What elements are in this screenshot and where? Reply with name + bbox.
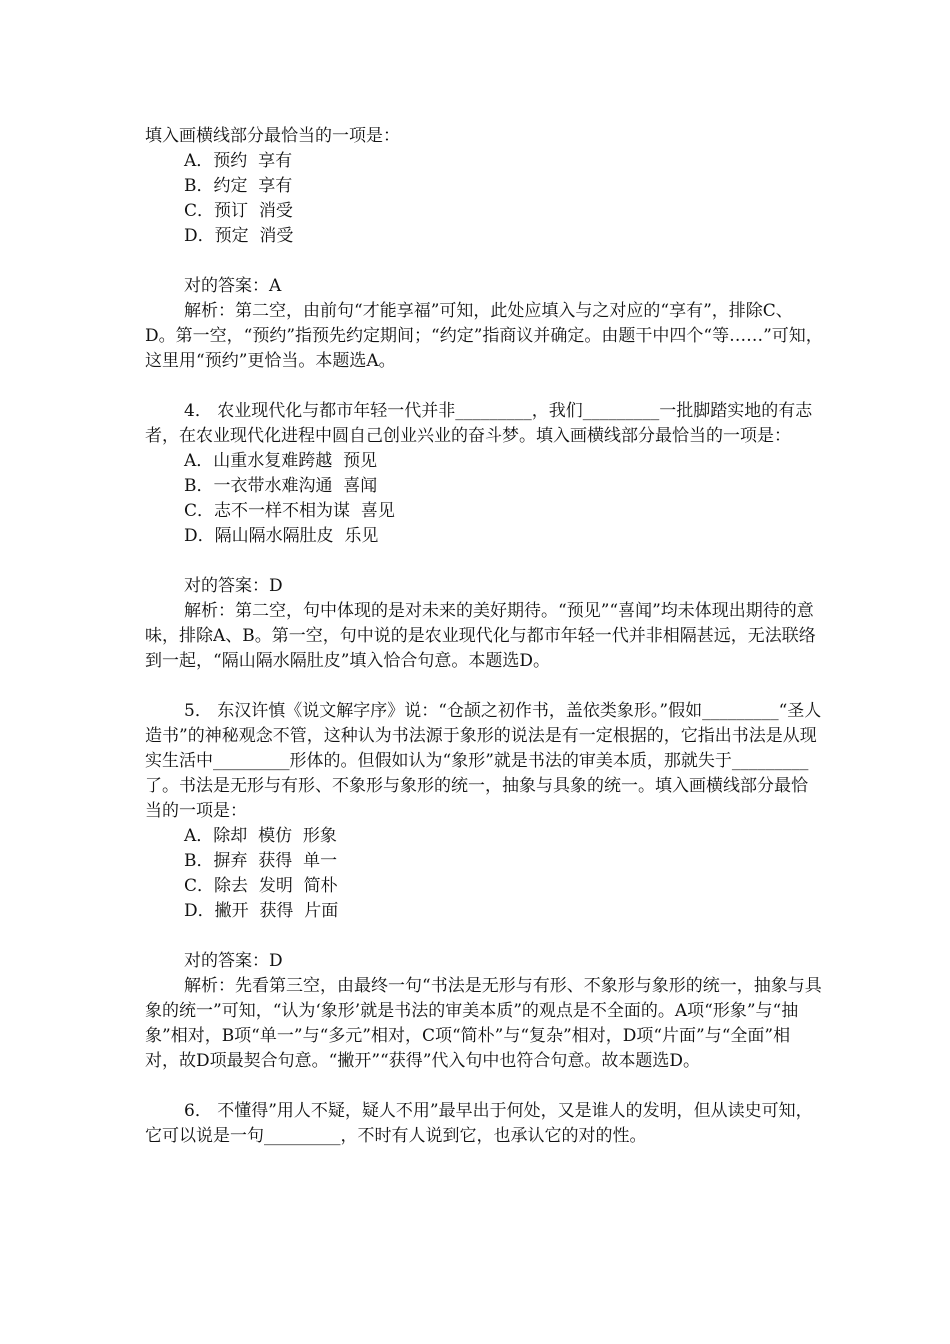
answer-line: 对的答案：A — [184, 276, 282, 296]
option-a: A．除却 模仿 形象 — [184, 826, 337, 846]
question-stem: 5． 东汉许慎《说文解字序》说：“仓颉之初作书，盖依类象形。”假如_________“圣人造书”的神秘观念不管，这种认为书法源于象形的说法是有一定根据的，它指出书法是从现实生活中_________形体的。但假如认为“象形”就是书法的审美本质，那就失于_________了。书法是无形与有形、不象形与象形的统一，抽象与具象的统一。填入画横线部分最恰当的一项是： — [145, 701, 822, 821]
option-c: C．除去 发明 简朴 — [184, 876, 338, 896]
spacer — [145, 674, 823, 699]
option-a: A．山重水复难跨越 预见 — [184, 451, 378, 471]
option-d: D．撇开 获得 片面 — [184, 901, 339, 921]
spacer — [145, 549, 823, 574]
spacer — [145, 924, 823, 949]
question-stem: 6． 不懂得”用人不疑，疑人不用”最早出于何处，又是谁人的发明，但从读史可知，它可以说是一句_________，不时有人说到它，也承认它的对的性。 — [145, 1101, 813, 1146]
question-stem: 填入画横线部分最恰当的一项是： — [145, 126, 400, 146]
answer-line: 对的答案：D — [184, 951, 283, 971]
question-3 — [145, 124, 823, 374]
option-b: B．摒弃 获得 单一 — [184, 851, 338, 871]
spacer — [145, 249, 823, 274]
spacer — [145, 374, 823, 399]
spacer — [145, 1074, 823, 1099]
question-stem: 4． 农业现代化与都市年轻一代并非_________，我们_________一批脚踏实地的有志者，在农业现代化进程中圆自己创业兴业的奋斗梦。填入画横线部分最恰当的一项是： — [145, 401, 813, 446]
option-d: D．预定 消受 — [184, 226, 294, 246]
analysis-paragraph: 解析：第二空，句中体现的是对未来的美好期待。“预见”“喜闻”均未体现出期待的意味，排除A、B。第一空，句中说的是农业现代化与都市年轻一代并非相隔甚远，无法联络到一起，“隔山隔水隔肚皮”填入恰合句意。本题选D。 — [145, 601, 816, 671]
option-list — [145, 824, 823, 924]
option-c: C．预订 消受 — [184, 201, 293, 221]
question-6 — [145, 1099, 823, 1149]
option-d: D．隔山隔水隔肚皮 乐见 — [184, 526, 379, 546]
question-4 — [145, 399, 823, 674]
answer-line: 对的答案：D — [184, 576, 283, 596]
analysis-paragraph: 解析：先看第三空，由最终一句“书法是无形与有形、不象形与象形的统一，抽象与具象的统一”可知，“认为‘象形’就是书法的审美本质”的观点是不全面的。A项“形象”与“抽象”相对，B项“单一”与“多元”相对，C项“简朴”与“复杂”相对，D项“片面”与“全面”相对，故D项最契合句意。“撇开”“获得”代入句中也符合句意。故本题选D。 — [145, 976, 822, 1071]
option-b: B．一衣带水难沟通 喜闻 — [184, 476, 378, 496]
analysis-paragraph: 解析：第二空，由前句“才能享福”可知，此处应填入与之对应的“享有”，排除C、D。第一空，“预约”指预先约定期间；“约定”指商议并确定。由题干中四个“等……”可知，这里用“预约”更恰当。本题选A。 — [145, 301, 823, 371]
option-a: A．预约 享有 — [184, 151, 293, 171]
document-body — [145, 124, 823, 1149]
question-5 — [145, 699, 823, 1074]
option-list — [145, 449, 823, 549]
option-c: C．志不一样不相为谋 喜见 — [184, 501, 395, 521]
option-list — [145, 149, 823, 249]
option-b: B．约定 享有 — [184, 176, 293, 196]
